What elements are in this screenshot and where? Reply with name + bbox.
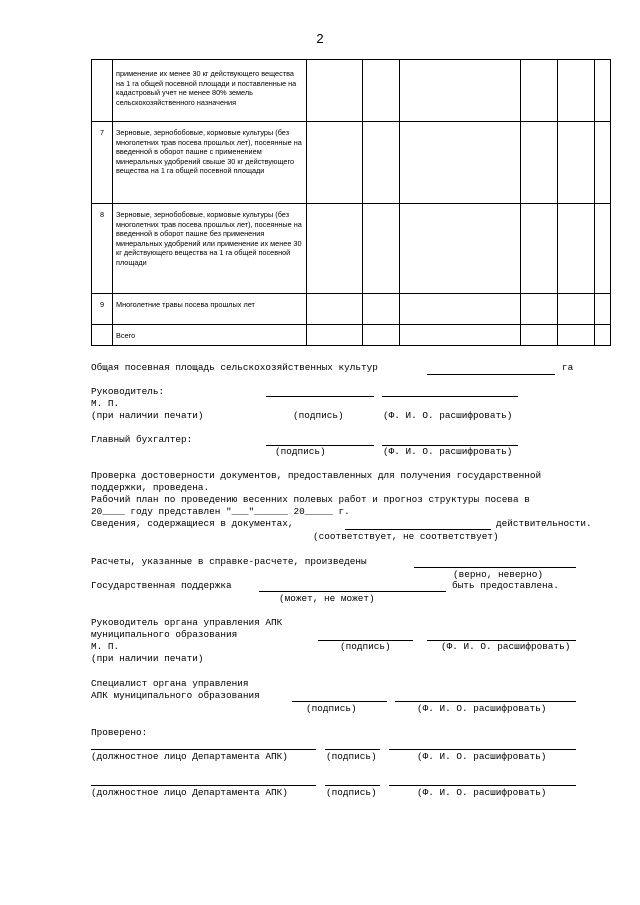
table-cell: [307, 294, 363, 325]
table-cell: [307, 204, 363, 294]
official-1-signature-field[interactable]: [325, 749, 380, 750]
accountant-fio-caption: (Ф. И. О. расшифровать): [383, 446, 513, 457]
total-area-label: Общая посевная площадь сельскохозяйственных культур: [91, 362, 378, 373]
crops-table: [91, 59, 611, 346]
info-conformity-field[interactable]: [345, 529, 491, 530]
verification-text: Проверка достоверности документов, предоставленных для получения государственной: [91, 470, 542, 481]
apk-head-stamp: М. П.: [91, 641, 120, 652]
row-description: Всего: [113, 325, 307, 346]
apk-specialist-fio-caption: (Ф. И. О. расшифровать): [417, 703, 547, 714]
apk-head-fio-caption: (Ф. И. О. расшифровать): [441, 641, 571, 652]
table-cell: [558, 294, 595, 325]
table-row: [92, 294, 611, 325]
info-caption: (соответствует, не соответствует): [313, 531, 499, 542]
table-cell: [400, 294, 521, 325]
table-cell: [307, 122, 363, 204]
head-fio-caption: (Ф. И. О. расшифровать): [383, 410, 513, 421]
apk-head-stamp-note: (при наличии печати): [91, 653, 204, 664]
verification-text-cont: поддержки, проведена.: [91, 482, 210, 493]
table-row: [92, 60, 611, 122]
accountant-signature-caption: (подпись): [275, 446, 326, 457]
row-description: Зерновые, зернобобовые, кормовые культуры (без многолетних трав посева прошлых лет), посеянные на введенной в оборот пашне с применением минеральных удобрений свыше 30 кг действующего вещества на 1 га общей посевной площади: [113, 122, 307, 204]
official-1-fio-caption: (Ф. И. О. расшифровать): [417, 751, 547, 762]
table-cell: [400, 60, 521, 122]
table-cell: [595, 294, 611, 325]
workplan-text: Рабочий план по проведению весенних полевых работ и прогноз структуры посева в: [91, 494, 530, 505]
row-description: Многолетние травы посева прошлых лет: [113, 294, 307, 325]
row-number: 9: [92, 294, 113, 325]
workplan-date-text: 20____ году представлен "___"______ 20_____ г.: [91, 506, 350, 517]
head-fio-field[interactable]: [382, 396, 518, 397]
apk-specialist-signature-caption: (подпись): [306, 703, 357, 714]
official-2-fio-field[interactable]: [389, 785, 576, 786]
apk-specialist-fio-field[interactable]: [395, 701, 576, 702]
table-row: [92, 204, 611, 294]
row-description: применение их менее 30 кг действующего вещества на 1 га общей посевной площади и поставленные на кадастровый учет не менее 80% земель сельскохозяйственного назначения: [113, 60, 307, 122]
apk-specialist-signature-field[interactable]: [292, 701, 387, 702]
table-cell: [521, 294, 558, 325]
official-2-signature-field[interactable]: [325, 785, 380, 786]
official-1-fio-field[interactable]: [389, 749, 576, 750]
page-number: 2: [316, 31, 324, 46]
table-cell: [307, 60, 363, 122]
checked-label: Проверено:: [91, 727, 148, 738]
row-number: [92, 60, 113, 122]
apk-head-label: Руководитель органа управления АПК: [91, 617, 283, 628]
table-cell: [307, 325, 363, 346]
info-text-suffix: действительности.: [496, 518, 592, 529]
row-number: 8: [92, 204, 113, 294]
table-row-total: [92, 325, 611, 346]
total-area-field[interactable]: [427, 374, 555, 375]
table-cell: [400, 325, 521, 346]
official-2-signature-caption: (подпись): [326, 787, 377, 798]
table-cell: [400, 204, 521, 294]
table-cell: [521, 325, 558, 346]
head-label: Руководитель:: [91, 386, 165, 397]
apk-specialist-label-cont: АПК муниципального образования: [91, 690, 260, 701]
official-1-caption: (должностное лицо Департамента АПК): [91, 751, 288, 762]
row-number: 7: [92, 122, 113, 204]
official-2-name-field[interactable]: [91, 785, 316, 786]
official-2-fio-caption: (Ф. И. О. расшифровать): [417, 787, 547, 798]
row-description: Зерновые, зернобобовые, кормовые культуры (без многолетних трав посева прошлых лет), посеянные на введенной в оборот пашне без применения минеральных удобрений или применение их менее 30 кг действующего вещества на 1 га общей посевной площади: [113, 204, 307, 294]
official-2-caption: (должностное лицо Департамента АПК): [91, 787, 288, 798]
table-cell: [363, 60, 400, 122]
apk-head-signature-caption: (подпись): [340, 641, 391, 652]
table-row: [92, 122, 611, 204]
table-cell: [595, 204, 611, 294]
head-stamp-note: (при наличии печати): [91, 410, 204, 421]
calc-caption: (верно, неверно): [453, 569, 544, 580]
table-cell: [558, 60, 595, 122]
support-text-suffix: быть предоставлена.: [452, 580, 559, 591]
calc-result-field[interactable]: [414, 567, 576, 568]
official-1-name-field[interactable]: [91, 749, 316, 750]
table-cell: [558, 204, 595, 294]
table-cell: [595, 122, 611, 204]
table-cell: [363, 204, 400, 294]
total-area-unit: га: [562, 362, 574, 373]
table-cell: [558, 122, 595, 204]
support-decision-field[interactable]: [259, 591, 446, 592]
table-cell: [363, 325, 400, 346]
table-cell: [400, 122, 521, 204]
table-cell: [595, 60, 611, 122]
official-1-signature-caption: (подпись): [326, 751, 377, 762]
table-cell: [363, 294, 400, 325]
table-cell: [558, 325, 595, 346]
head-signature-field[interactable]: [266, 396, 374, 397]
info-text-prefix: Сведения, содержащиеся в документах,: [91, 518, 294, 529]
calc-text: Расчеты, указанные в справке-расчете, произведены: [91, 556, 367, 567]
apk-head-label-cont: муниципального образования: [91, 629, 238, 640]
row-number: [92, 325, 113, 346]
support-caption: (может, не может): [279, 593, 375, 604]
head-stamp: М. П.: [91, 398, 120, 409]
head-signature-caption: (подпись): [293, 410, 344, 421]
table-cell: [521, 122, 558, 204]
chief-accountant-label: Главный бухгалтер:: [91, 434, 193, 445]
apk-specialist-label: Специалист органа управления: [91, 678, 249, 689]
table-cell: [521, 60, 558, 122]
table-cell: [521, 204, 558, 294]
table-cell: [595, 325, 611, 346]
table-cell: [363, 122, 400, 204]
support-text-prefix: Государственная поддержка: [91, 580, 232, 591]
